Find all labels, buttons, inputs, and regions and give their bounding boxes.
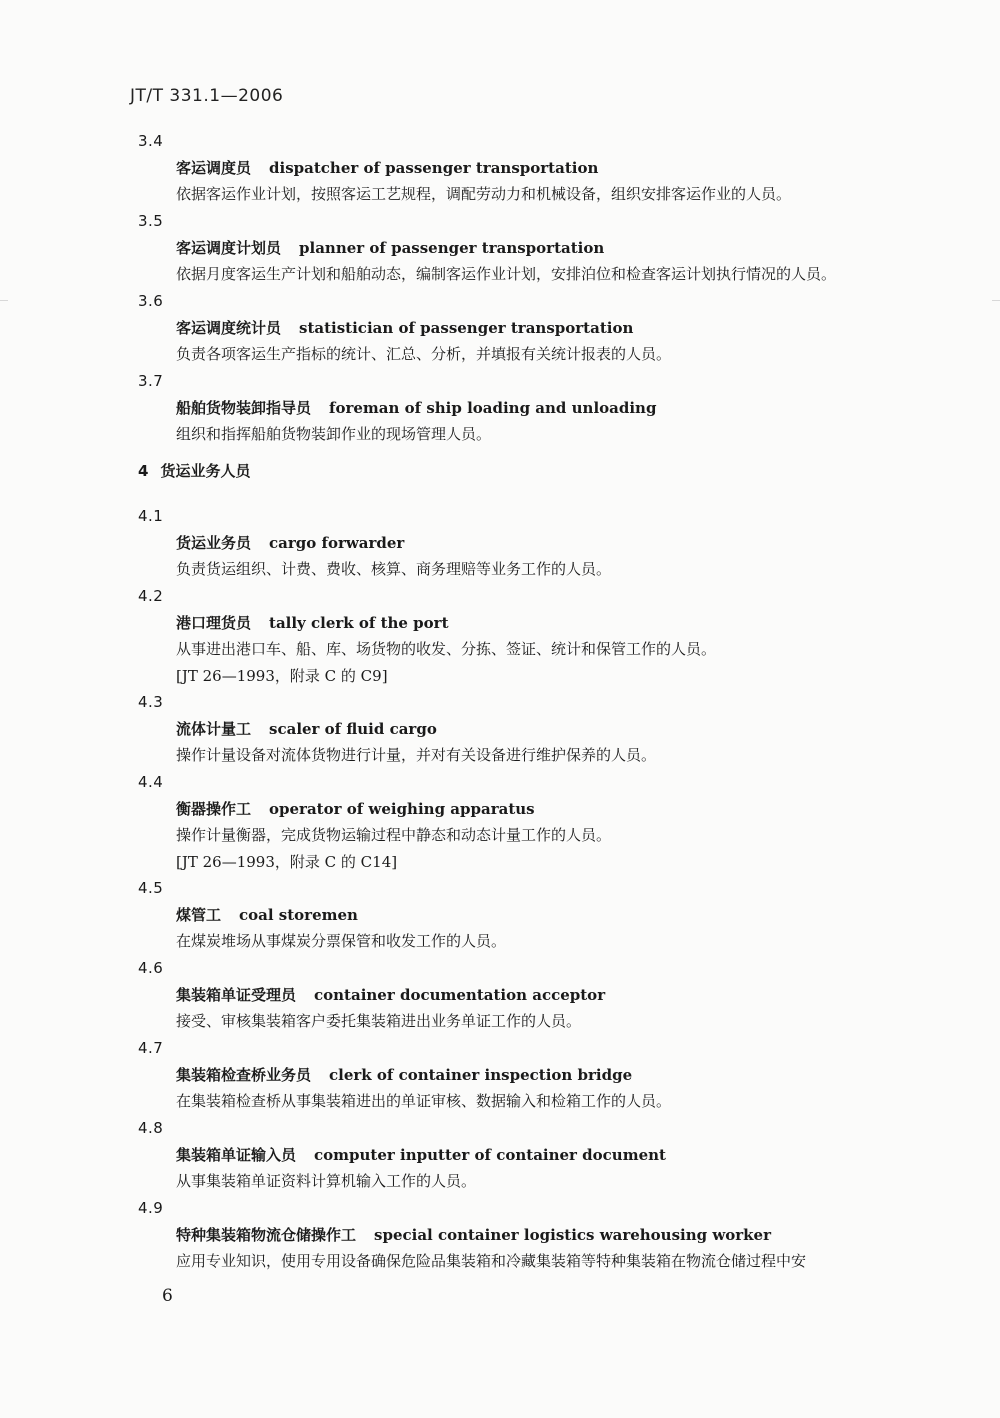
- term-chinese: 客运调度计划员: [176, 239, 282, 257]
- term-english: computer inputter of container document: [314, 1146, 666, 1164]
- section-number: 4: [138, 462, 149, 480]
- term-chinese: 船舶货物装卸指导员: [176, 399, 312, 417]
- scan-edge-mark: [992, 300, 1000, 301]
- term-chinese: 特种集装箱物流仓储操作工: [176, 1226, 357, 1244]
- term-entry-4-2: [138, 583, 938, 689]
- entry-definition: 从事进出港口车、船、库、场货物的收发、分拣、签证、统计和保管工作的人员。: [176, 640, 717, 658]
- entry-definition: 组织和指挥船舶货物装卸作业的现场管理人员。: [176, 425, 492, 443]
- term-entry-4-9: [138, 1195, 938, 1275]
- term-chinese: 煤管工: [176, 906, 222, 924]
- term-chinese: 衡器操作工: [176, 800, 252, 818]
- term-english: dispatcher of passenger transportation: [269, 159, 599, 177]
- term-chinese: 客运调度员: [176, 159, 252, 177]
- term-entry-4-8: [138, 1115, 938, 1195]
- term-entry-4-5: [138, 875, 938, 955]
- entry-number: 4.9: [138, 1199, 164, 1217]
- entry-term: [176, 1062, 938, 1088]
- entry-definition: 从事集装箱单证资料计算机输入工作的人员。: [176, 1172, 477, 1190]
- term-entry-4-6: [138, 955, 938, 1035]
- term-entry-4-4: [138, 769, 938, 875]
- entry-term: [176, 530, 938, 556]
- entry-reference: [JT 26—1993，附录 C 的 C9]: [176, 667, 388, 685]
- entry-reference: [JT 26—1993，附录 C 的 C14]: [176, 853, 398, 871]
- term-entry-3-5: [138, 208, 938, 288]
- term-english: special container logistics warehousing worker: [374, 1226, 772, 1244]
- entry-number: 4.1: [138, 507, 164, 525]
- page-number: 6: [162, 1286, 173, 1306]
- entry-term: [176, 610, 938, 636]
- entry-number: 3.4: [138, 132, 164, 150]
- entry-definition: 操作计量设备对流体货物进行计量，并对有关设备进行维护保养的人员。: [176, 746, 657, 764]
- entry-definition: 接受、审核集装箱客户委托集装箱进出业务单证工作的人员。: [176, 1012, 582, 1030]
- standard-code-header: JT/T 331.1—2006: [130, 86, 284, 106]
- term-chinese: 港口理货员: [176, 614, 252, 632]
- term-chinese: 货运业务员: [176, 534, 252, 552]
- entry-definition: 负责各项客运生产指标的统计、汇总、分析，并填报有关统计报表的人员。: [176, 345, 672, 363]
- term-chinese: 集装箱单证受理员: [176, 986, 297, 1004]
- entry-number: 4.3: [138, 693, 164, 711]
- entry-term: [176, 716, 938, 742]
- term-english: clerk of container inspection bridge: [329, 1066, 633, 1084]
- term-chinese: 集装箱单证输入员: [176, 1146, 297, 1164]
- entry-definition: 依据月度客运生产计划和船舶动态，编制客运作业计划，安排泊位和检查客运计划执行情况的人员。: [176, 265, 837, 283]
- term-english: container documentation acceptor: [314, 986, 606, 1004]
- entry-number: 4.2: [138, 587, 164, 605]
- term-english: foreman of ship loading and unloading: [329, 399, 657, 417]
- document-content: [138, 128, 938, 1275]
- entry-number: 4.6: [138, 959, 164, 977]
- term-entry-4-3: [138, 689, 938, 769]
- entry-number: 4.4: [138, 773, 164, 791]
- entry-term: [176, 902, 938, 928]
- term-english: operator of weighing apparatus: [269, 800, 535, 818]
- entry-definition: 负责货运组织、计费、费收、核算、商务理赔等业务工作的人员。: [176, 560, 612, 578]
- entry-definition: 操作计量衡器，完成货物运输过程中静态和动态计量工作的人员。: [176, 826, 612, 844]
- entry-definition: 在集装箱检查桥从事集装箱进出的单证审核、数据输入和检箱工作的人员。: [176, 1092, 672, 1110]
- entry-definition: 应用专业知识，使用专用设备确保危险品集装箱和冷藏集装箱等特种集装箱在物流仓储过程中安: [176, 1252, 807, 1270]
- term-english: planner of passenger transportation: [299, 239, 605, 257]
- term-entry-3-4: [138, 128, 938, 208]
- section-4-heading: [138, 448, 938, 503]
- term-chinese: 集装箱检查桥业务员: [176, 1066, 312, 1084]
- entry-number: 4.8: [138, 1119, 164, 1137]
- entry-term: [176, 796, 938, 822]
- term-english: tally clerk of the port: [269, 614, 449, 632]
- entry-term: [176, 315, 938, 341]
- entry-term: [176, 1222, 938, 1248]
- entry-number: 4.7: [138, 1039, 164, 1057]
- entry-definition: 在煤炭堆场从事煤炭分票保管和收发工作的人员。: [176, 932, 507, 950]
- term-entry-4-1: [138, 503, 938, 583]
- term-english: statistician of passenger transportation: [299, 319, 634, 337]
- term-entry-3-7: [138, 368, 938, 448]
- term-entry-3-6: [138, 288, 938, 368]
- term-english: coal storemen: [239, 906, 358, 924]
- entry-term: [176, 395, 938, 421]
- term-english: cargo forwarder: [269, 534, 405, 552]
- entry-number: 3.6: [138, 292, 164, 310]
- term-chinese: 流体计量工: [176, 720, 252, 738]
- entry-term: [176, 235, 938, 261]
- entry-term: [176, 982, 938, 1008]
- term-chinese: 客运调度统计员: [176, 319, 282, 337]
- entry-number: 3.5: [138, 212, 164, 230]
- term-english: scaler of fluid cargo: [269, 720, 437, 738]
- entry-term: [176, 1142, 938, 1168]
- entry-number: 3.7: [138, 372, 164, 390]
- entry-number: 4.5: [138, 879, 164, 897]
- section-title: 货运业务人员: [160, 462, 251, 480]
- term-entry-4-7: [138, 1035, 938, 1115]
- entry-definition: 依据客运作业计划，按照客运工艺规程，调配劳动力和机械设备，组织安排客运作业的人员。: [176, 185, 792, 203]
- scan-edge-mark: [0, 300, 8, 301]
- entry-term: [176, 155, 938, 181]
